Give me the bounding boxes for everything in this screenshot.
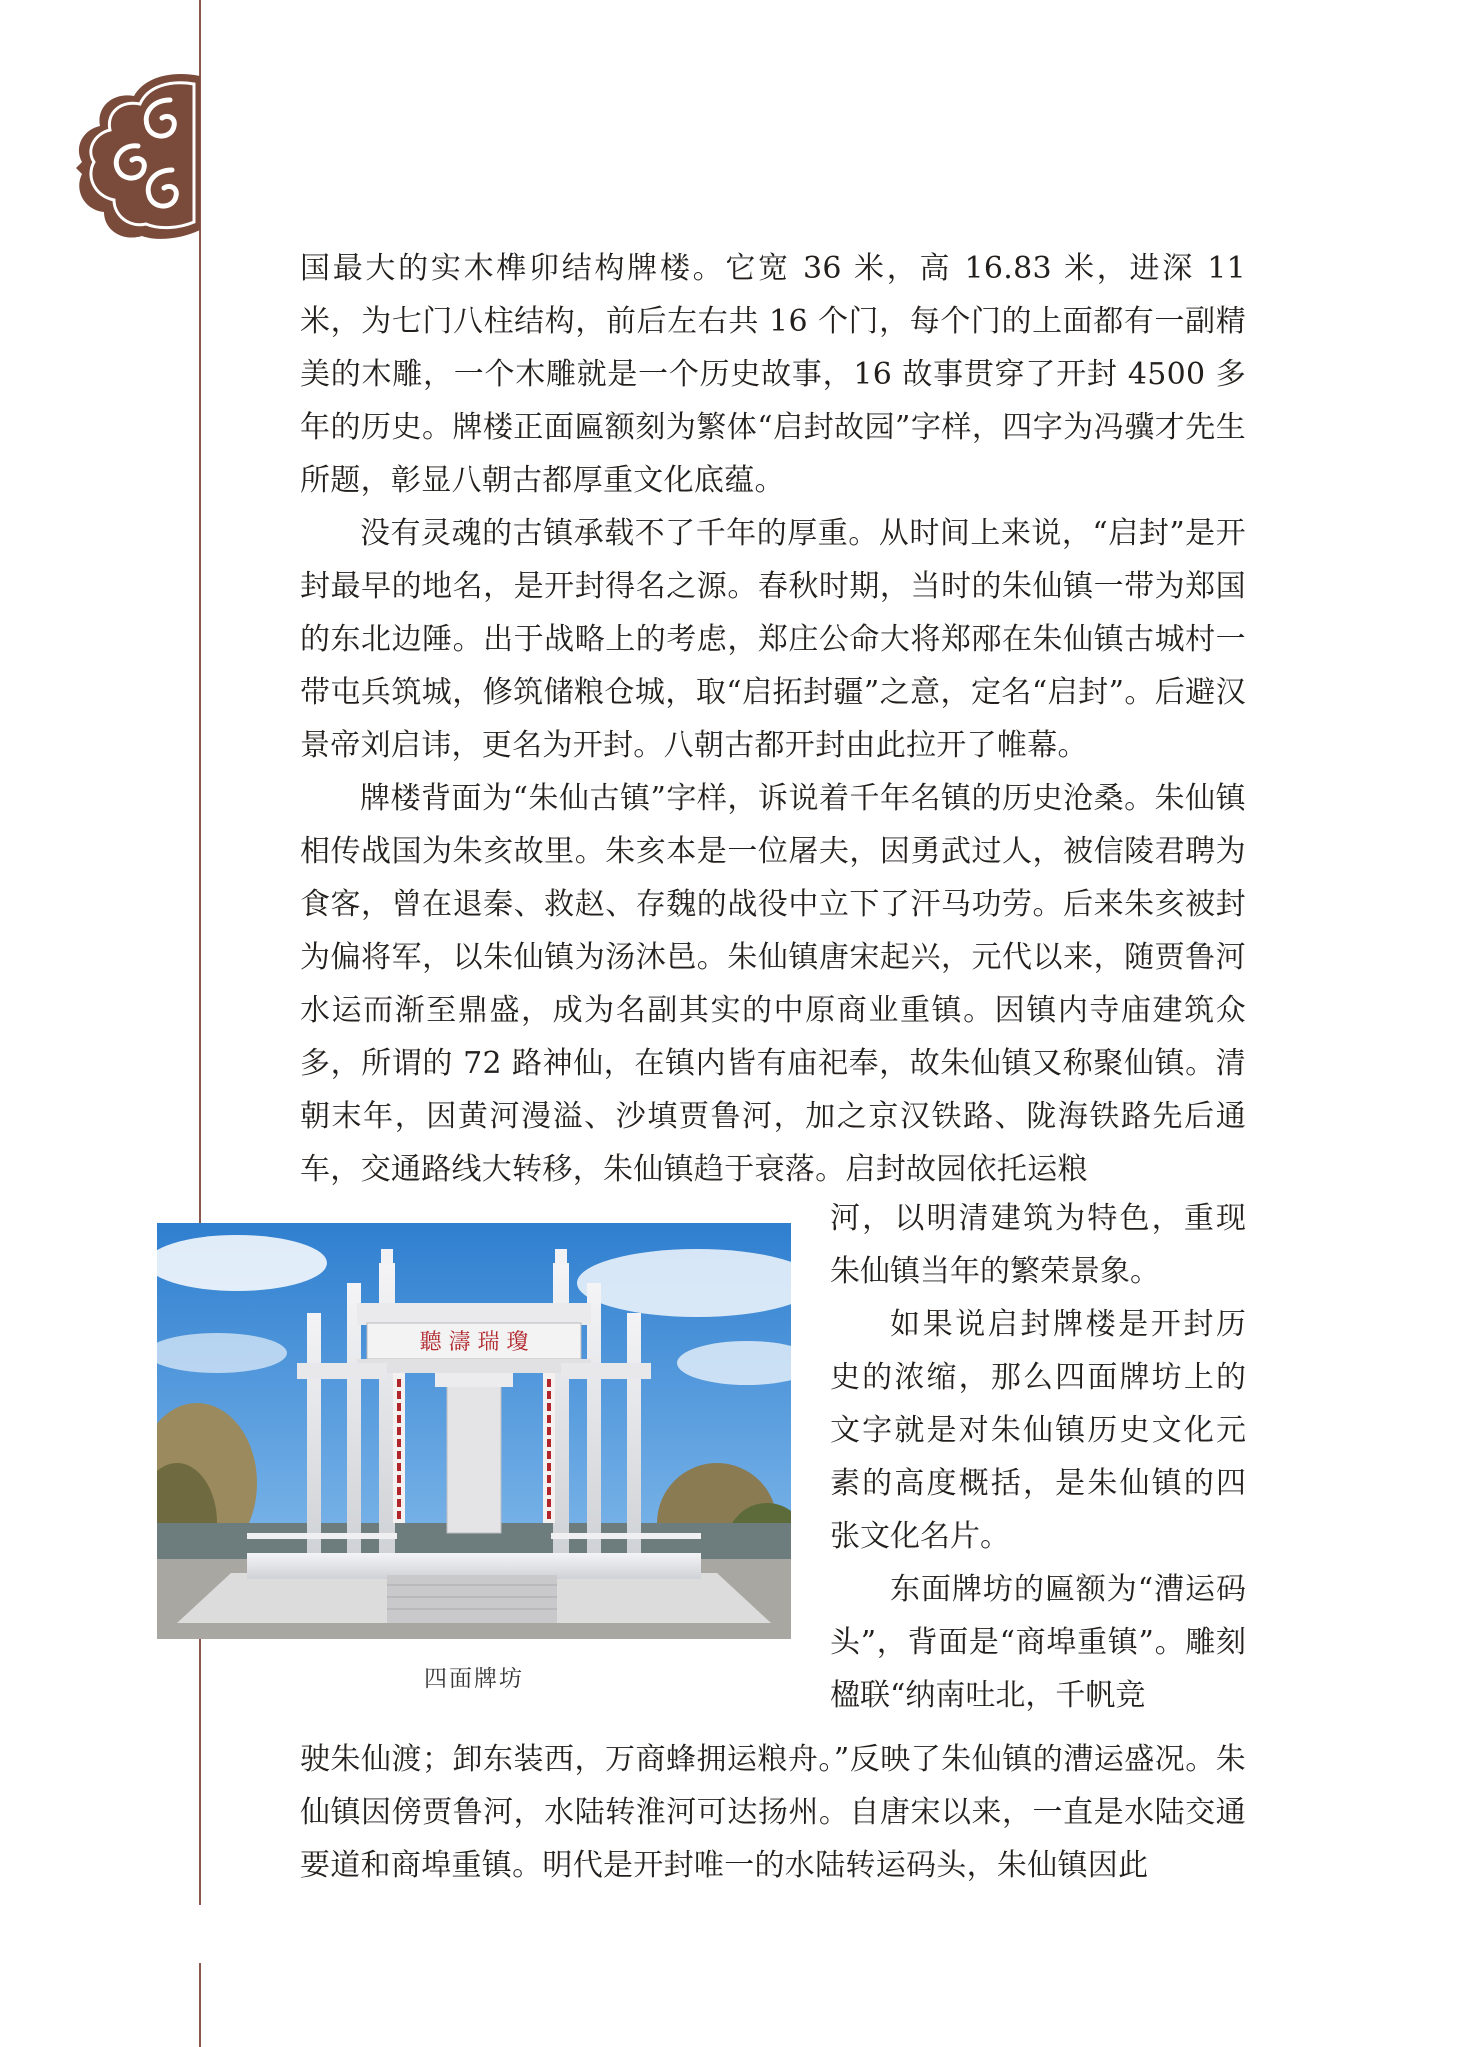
paragraph-5: 东面牌坊的匾额为“漕运码头”，背面是“商埠重镇”。雕刻楹联“纳南吐北，千帆竞 (830, 1572, 1246, 1713)
plaque-text: 聽 濤 瑞 瓊 (419, 1330, 529, 1355)
paragraph-1: 国最大的实木榫卯结构牌楼。它宽 36 米，高 16.83 米，进深 11 米，为七门八柱结构，前后左右共 16 个门，每个门的上面都有一副精美的木雕，一个木雕就是一个历史故事，16 故事贯穿了开封 4500 多年的历史。牌楼正面匾额刻为繁体“启封故园”字样，四字为冯骥才先生所题，彰显八朝古都厚重文化底蕴。 (300, 251, 1246, 498)
cloud-ornament-icon (74, 70, 206, 242)
figure-caption: 四面牌坊 (424, 1666, 524, 1692)
paragraph-3-end: 河，以明清建筑为特色，重现朱仙镇当年的繁荣景象。 (830, 1201, 1246, 1289)
paragraph-4: 如果说启封牌楼是开封历史的浓缩，那么四面牌坊上的文字就是对朱仙镇历史文化元素的高度概括，是朱仙镇的四张文化名片。 (830, 1307, 1246, 1554)
right-column-text (830, 1192, 1246, 1722)
paragraph-3: 牌楼背面为“朱仙古镇”字样，诉说着千年名镇的历史沧桑。朱仙镇相传战国为朱亥故里。朱亥本是一位屠夫，因勇武过人，被信陵君聘为食客，曾在退秦、救赵、存魏的战役中立下了汗马功劳。后来朱亥被封为偏将军，以朱仙镇为汤沐邑。朱仙镇唐宋起兴，元代以来，随贾鲁河水运而渐至鼎盛，成为名副其实的中原商业重镇。因镇内寺庙建筑众多，所谓的 72 路神仙，在镇内皆有庙祀奉，故朱仙镇又称聚仙镇。清朝末年，因黄河漫溢、沙填贾鲁河，加之京汉铁路、陇海铁路先后通车，交通路线大转移，朱仙镇趋于衰落。启封故园依托运粮 (300, 781, 1246, 1187)
paragraph-2: 没有灵魂的古镇承载不了千年的厚重。从时间上来说，“启封”是开封最早的地名，是开封得名之源。春秋时期，当时的朱仙镇一带为郑国的东北边陲。出于战略上的考虑，郑庄公命大将郑邴在朱仙镇古城村一带屯兵筑城，修筑储粮仓城，取“启拓封疆”之意，定名“启封”。后避汉景帝刘启讳，更名为开封。八朝古都开封由此拉开了帷幕。 (300, 516, 1246, 763)
bottom-text (300, 1733, 1246, 1892)
paragraph-5-end: 驶朱仙渡；卸东装西，万商蜂拥运粮舟。”反映了朱仙镇的漕运盛况。朱仙镇因傍贾鲁河，水陆转淮河可达扬州。自唐宋以来，一直是水陆交通要道和商埠重镇。明代是开封唯一的水陆转运码头，朱仙镇因此 (300, 1742, 1246, 1883)
margin-rule-bottom (199, 1963, 201, 2047)
main-text (300, 242, 1246, 1196)
archway-photo (157, 1223, 791, 1639)
